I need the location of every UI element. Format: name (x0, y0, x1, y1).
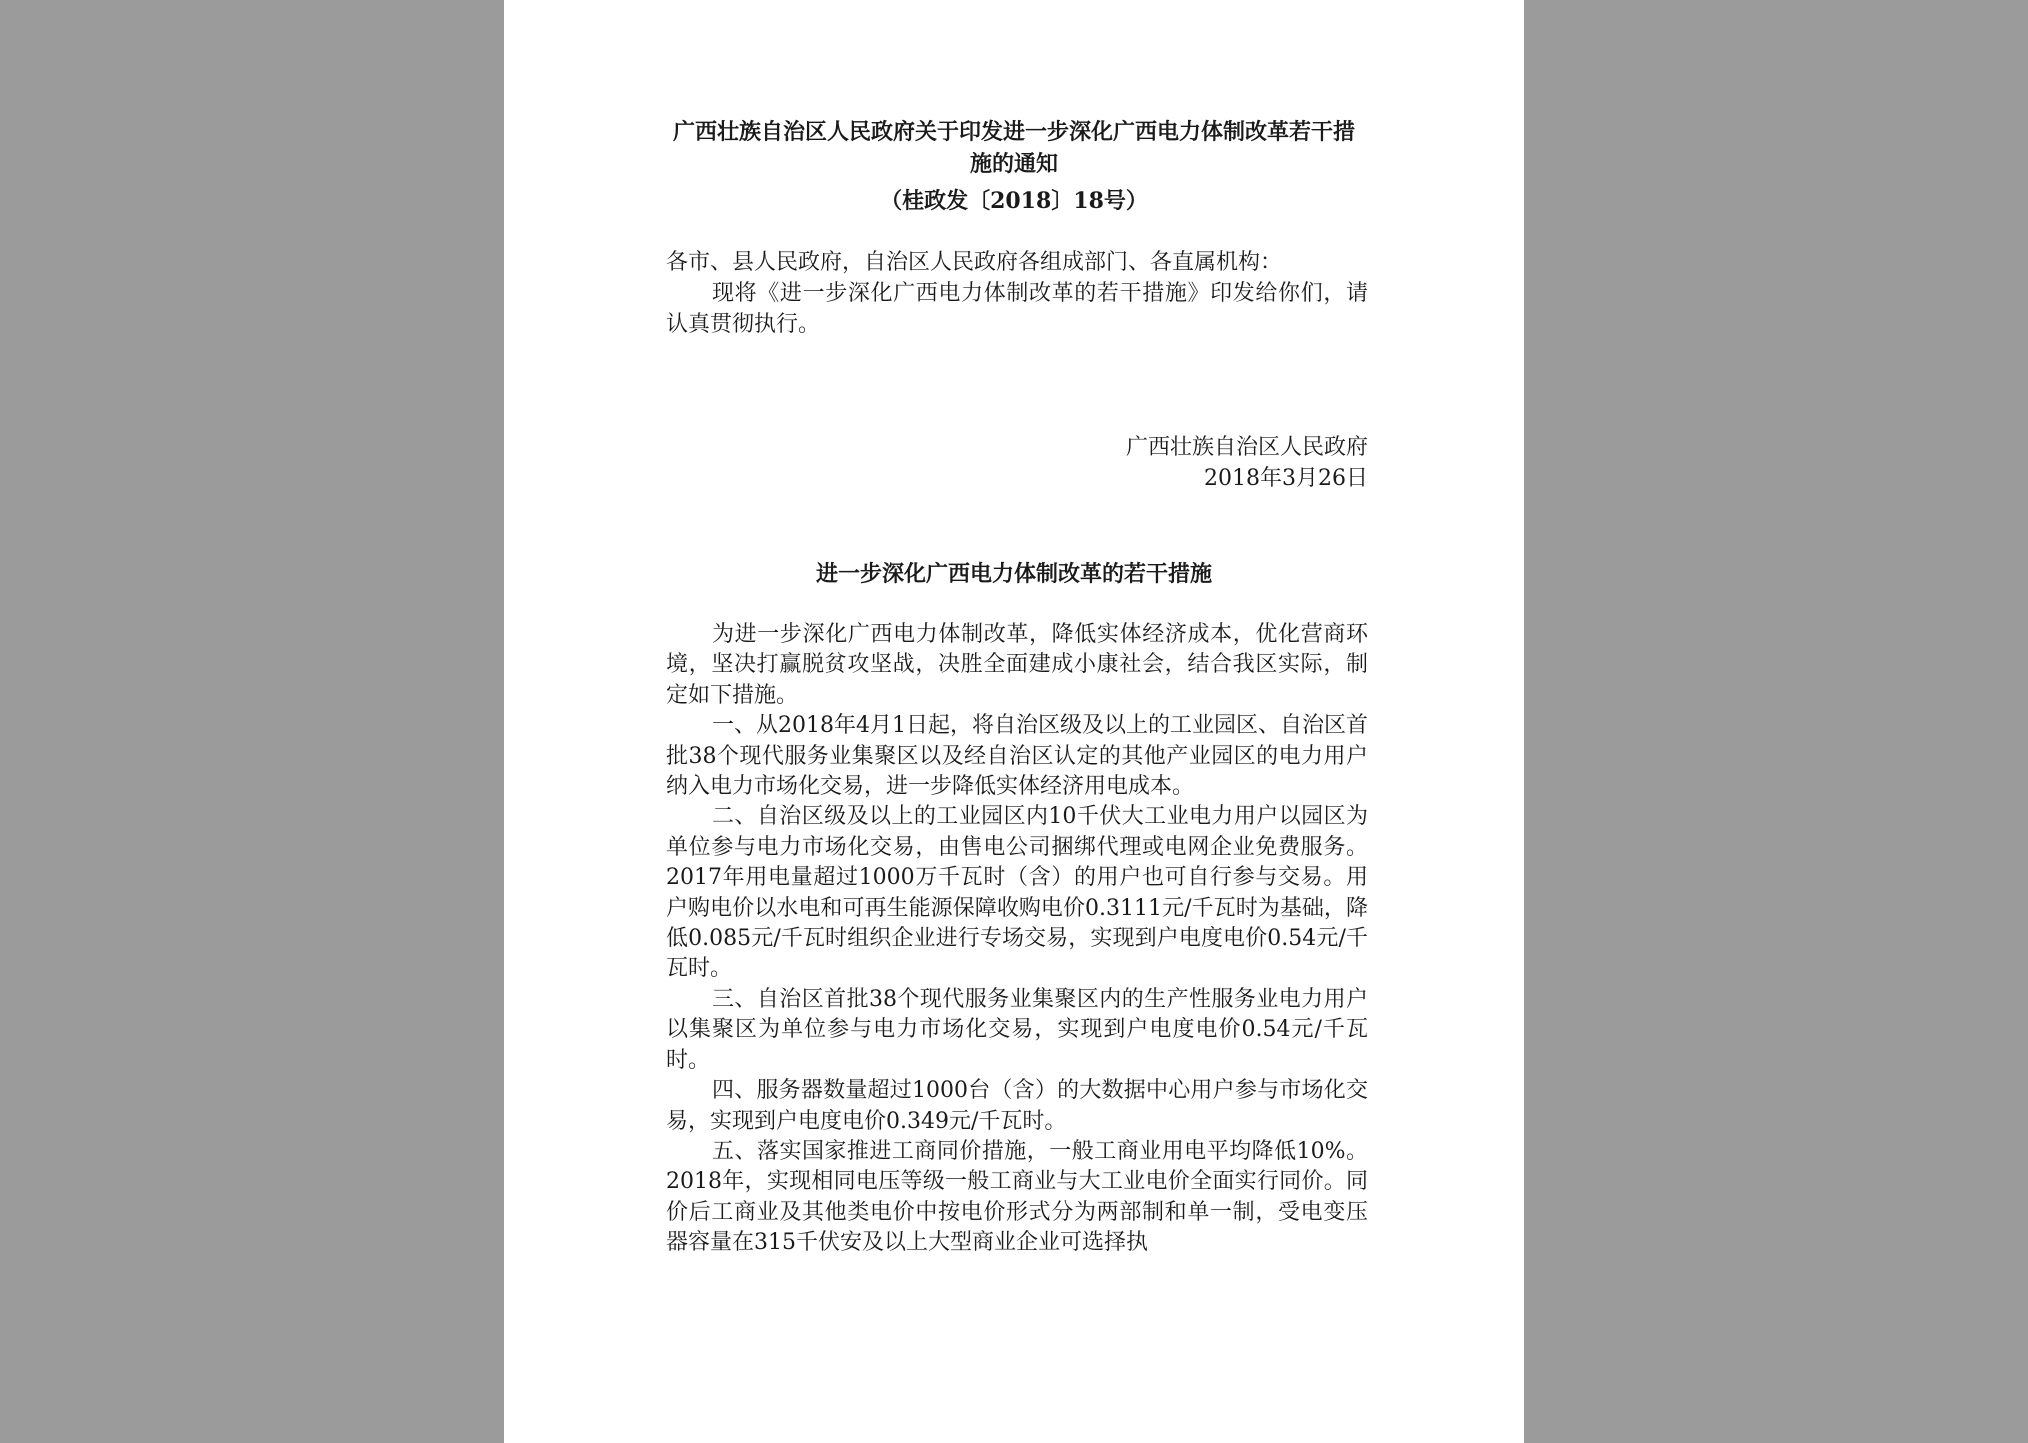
addressee: 各市、县人民政府，自治区人民政府各组成部门、各直属机构： (666, 250, 1283, 275)
paragraph-measure-4: 四、服务器数量超过1000台（含）的大数据中心用户参与市场化交易，实现到户电度电价0.349元/千瓦时。 (666, 1078, 1368, 1134)
paragraph-measure-5: 五、落实国家推进工商同价措施，一般工商业用电平均降低10%。2018年，实现相同电压等级一般工商业与大工业电价全面实行同价。同价后工商业及其他类电价中按电价形式分为两部制和单一制，受电变压器容量在315千伏安及以上大型商业企业可选择执 (666, 1138, 1368, 1256)
signature-date: 2018年3月26日 (1204, 465, 1368, 491)
paragraph-measure-1: 一、从2018年4月1日起，将自治区级及以上的工业园区、自治区首批38个现代服务业集聚区以及经自治区认定的其他产业园区的电力用户纳入电力市场化交易，进一步降低实体经济用电成本。 (666, 713, 1368, 800)
paragraph-measure-2: 二、自治区级及以上的工业园区内10千伏大工业电力用户以园区为单位参与电力市场化交易，由售电公司捆绑代理或电网企业免费服务。2017年用电量超过1000万千瓦时（含）的用户也可自行参与交易。用户购电价以水电和可再生能源保障收购电价0.3111元/千瓦时为基础，降低0.085元/千瓦时组织企业进行专场交易，实现到户电度电价0.54元/千瓦时。 (666, 804, 1368, 982)
document-number: （桂政发〔2018〕18号） (880, 188, 1148, 214)
paragraph-measure-3: 三、自治区首批38个现代服务业集聚区内的生产性服务业电力用户以集聚区为单位参与电力市场化交易，实现到户电度电价0.54元/千瓦时。 (666, 986, 1368, 1073)
document-page (504, 0, 1524, 1443)
measures-body (666, 620, 1368, 1259)
intro-paragraph: 现将《进一步深化广西电力体制改革的若干措施》印发给你们，请认真贯彻执行。 (666, 281, 1368, 337)
document-title: 广西壮族自治区人民政府关于印发进一步深化广西电力体制改革若干措施的通知 (672, 119, 1355, 177)
attachment-title: 进一步深化广西电力体制改革的若干措施 (815, 561, 1212, 587)
signature-block (1126, 433, 1368, 494)
signature-organization: 广西壮族自治区人民政府 (1125, 435, 1368, 460)
paragraph-preamble: 为进一步深化广西电力体制改革，降低实体经济成本，优化营商环境，坚决打赢脱贫攻坚战，决胜全面建成小康社会，结合我区实际，制定如下措施。 (666, 622, 1368, 708)
